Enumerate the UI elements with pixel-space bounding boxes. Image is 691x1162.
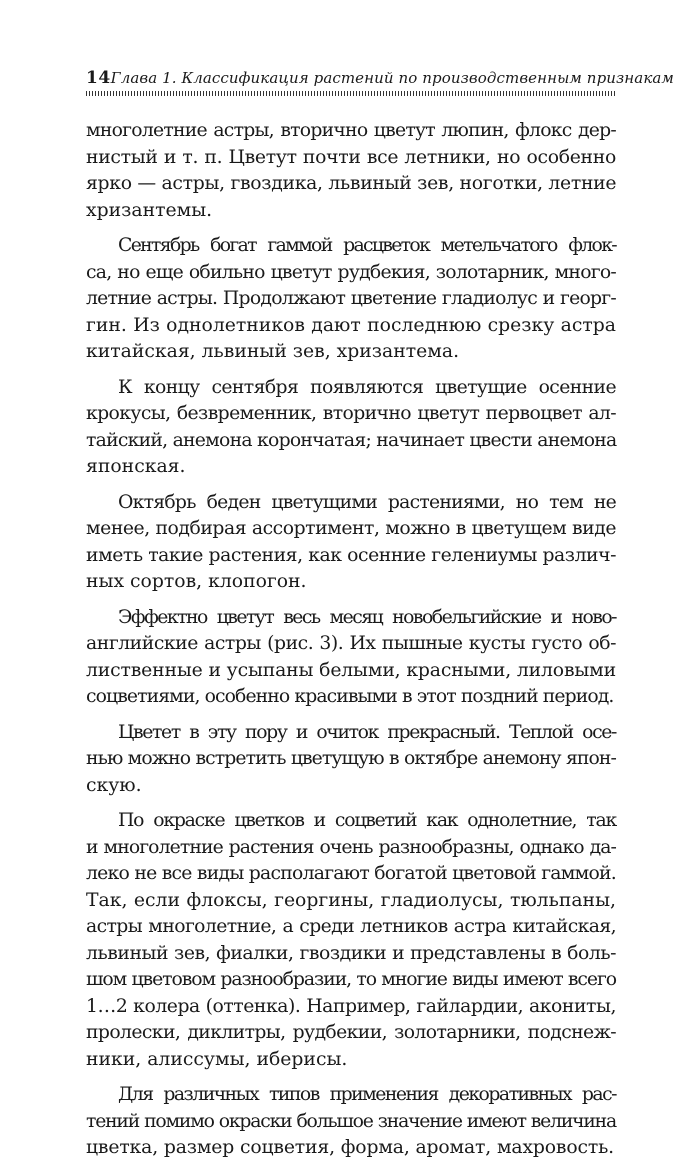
text-line: Для различных типов применения декоративных рас- bbox=[118, 1084, 616, 1105]
text-line: са, но еще обильно цветут рудбекия, золотарник, много- bbox=[86, 261, 616, 283]
text-line: львиный зев, фиалки, гвоздики и представлены в боль- bbox=[86, 942, 616, 964]
text-line: Сентябрь богат гаммой расцветок метельчатого флок- bbox=[118, 235, 616, 256]
text-line: астры многолетние, а среди летников астра китайская, bbox=[86, 916, 616, 937]
paragraph-gap bbox=[86, 596, 616, 605]
text-line: хризантемы. bbox=[86, 199, 213, 221]
paragraph-gap bbox=[86, 799, 616, 808]
text-line: ярко — астры, гвоздика, львиный зев, ноготки, летние bbox=[86, 173, 617, 194]
text-line: нью можно встретить цветущую в октябре анемону япон- bbox=[86, 748, 616, 769]
text-line: скую. bbox=[86, 774, 142, 796]
text-line: цветка, размер соцветия, форма, аромат, махровость. bbox=[86, 1137, 615, 1158]
text-line: летние астры. Продолжают цветение гладиолус и георг- bbox=[86, 288, 616, 309]
text-line: крокусы, безвременник, вторично цветут первоцвет ал- bbox=[86, 403, 616, 424]
paragraph bbox=[86, 808, 616, 1073]
text-line: гин. Из однолетников дают последнюю срезку астра bbox=[86, 314, 616, 336]
text-line: тайский, анемона корончатая; начинает цвести анемона bbox=[86, 429, 617, 451]
paragraph bbox=[86, 720, 616, 800]
text-line: иметь такие растения, как осенние гелениумы различ- bbox=[86, 544, 616, 566]
text-line: лиственные и усыпаны белыми, красными, лиловыми bbox=[86, 659, 616, 681]
text-line: английские астры (рис. 3). Их пышные кусты густо об- bbox=[86, 633, 616, 654]
text-line: китайская, львиный зев, хризантема. bbox=[86, 341, 460, 362]
paragraph bbox=[86, 375, 616, 481]
text-line: Цветет в эту пору и очиток прекрасный. Теплой осе- bbox=[118, 721, 616, 743]
running-header bbox=[86, 68, 674, 88]
paragraph-gap bbox=[86, 224, 616, 233]
text-line: тений помимо окраски большое значение имеют величина bbox=[86, 1110, 616, 1132]
text-line: менее, подбирая ассортимент, можно в цветущем виде bbox=[86, 518, 616, 539]
paragraph-gap bbox=[86, 481, 616, 490]
text-line: пролески, диклитры, рудбекии, золотарники, подснеж- bbox=[86, 1022, 616, 1043]
body-text bbox=[86, 118, 616, 1162]
text-line: ники, алиссумы, иберисы. bbox=[86, 1048, 348, 1070]
paragraph bbox=[86, 1082, 616, 1162]
paragraph bbox=[86, 490, 616, 596]
text-line: шом цветовом разнообразии, то многие виды имеют всего bbox=[86, 969, 616, 990]
text-line: соцветиями, особенно красивыми в этот поздний период. bbox=[86, 686, 614, 707]
text-line: ных сортов, клопогон. bbox=[86, 571, 307, 592]
text-line: Октябрь беден цветущими растениями, но тем не bbox=[118, 491, 616, 513]
paragraph-gap bbox=[86, 711, 616, 720]
paragraph bbox=[86, 605, 616, 711]
text-line: 1…2 колера (оттенка). Например, гайлардии, акониты, bbox=[86, 995, 616, 1017]
paragraph bbox=[86, 118, 616, 224]
text-line: Эффектно цветут весь месяц новобельгийские и ново- bbox=[118, 606, 616, 628]
text-line: нистый и т. п. Цветут почти все летники, но особенно bbox=[86, 146, 616, 168]
paragraph-gap bbox=[86, 366, 616, 375]
text-line: леко не все виды располагают богатой цветовой гаммой. bbox=[86, 863, 616, 884]
page-number: 14 bbox=[86, 68, 111, 88]
text-line: По окраске цветков и соцветий как однолетние, так bbox=[118, 810, 616, 831]
text-line: и многолетние растения очень разнообразны, однако да- bbox=[86, 836, 616, 858]
text-line: многолетние астры, вторично цветут люпин, флокс дер- bbox=[86, 120, 616, 141]
chapter-title: Глава 1. Классификация растений по производственным признакам bbox=[110, 69, 674, 87]
paragraph-gap bbox=[86, 1073, 616, 1082]
paragraph bbox=[86, 233, 616, 366]
header-rule bbox=[86, 91, 616, 96]
text-line: японская. bbox=[86, 456, 186, 477]
text-line: К концу сентября появляются цветущие осенние bbox=[118, 376, 616, 398]
text-line: Так, если флоксы, георгины, гладиолусы, тюльпаны, bbox=[86, 889, 616, 911]
